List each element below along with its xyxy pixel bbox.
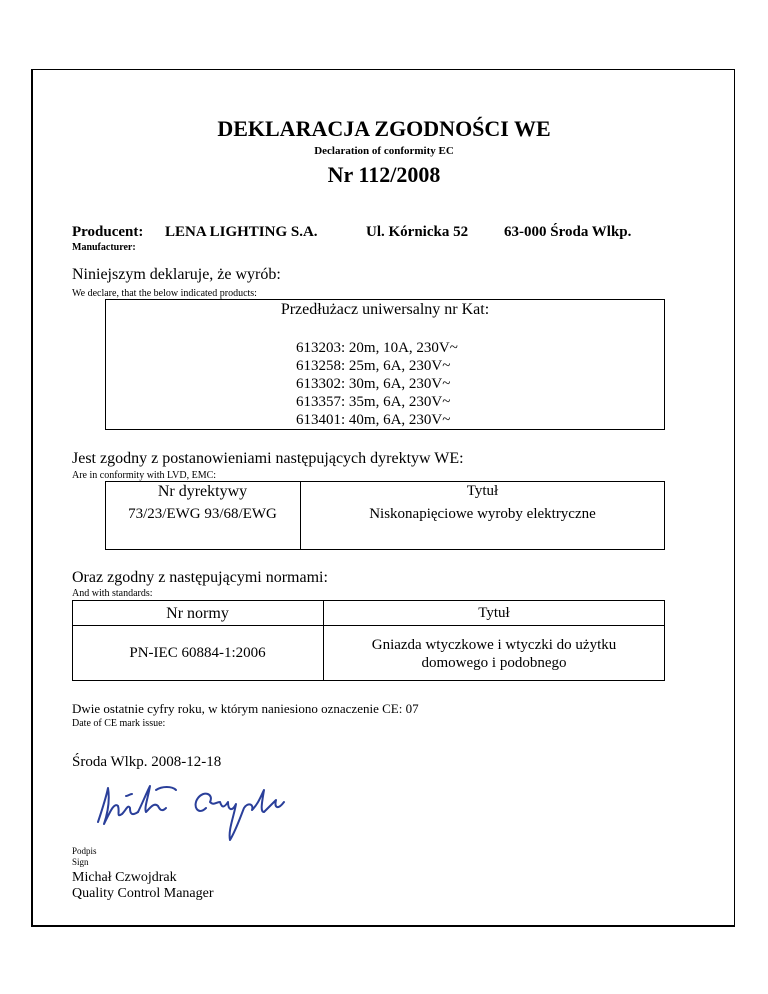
place-date: Środa Wlkp. 2008-12-18: [72, 754, 222, 770]
list-item: 613203: 20m, 10A, 230V~: [296, 340, 458, 356]
directives-text: Jest zgodny z postanowieniami następujących dyrektyw WE:: [72, 450, 464, 467]
standards-col1-header: Nr normy: [166, 605, 229, 622]
directives-col2-value: Niskonapięciowe wyroby elektryczne: [369, 506, 596, 522]
ce-mark-text: Dwie ostatnie cyfry roku, w którym naniesiono oznaczenie CE: 07: [72, 701, 419, 716]
declaration-text: Niniejszym deklaruje, że wyrób:: [72, 266, 281, 283]
producer-name: LENA LIGHTING S.A.: [165, 224, 318, 240]
ce-mark-text-en: Date of CE mark issue:: [72, 718, 166, 729]
standards-col2-value: [323, 636, 665, 672]
product-name: Przedłużacz uniwersalny nr Kat:: [280, 301, 490, 318]
directives-col1-value: 73/23/EWG 93/68/EWG: [128, 506, 277, 522]
standards-text-en: And with standards:: [72, 588, 153, 599]
list-item: 613258: 25m, 6A, 230V~: [296, 358, 451, 374]
list-item: 613302: 30m, 6A, 230V~: [296, 376, 451, 392]
directives-text-en: Are in conformity with LVD, EMC:: [72, 470, 217, 481]
signatory-name: Michał Czwojdrak: [72, 870, 177, 885]
signature-image: [88, 772, 298, 844]
product-list: [296, 339, 458, 429]
list-item: 613401: 40m, 6A, 230V~: [296, 412, 451, 428]
directives-col2-header: Tytuł: [466, 483, 499, 499]
declaration-text-en: We declare, that the below indicated products:: [72, 288, 257, 299]
producer-city: 63-000 Środa Wlkp.: [504, 224, 632, 240]
producer-label-en: Manufacturer:: [72, 242, 136, 253]
standards-col2-line: Gniazda wtyczkowe i wtyczki do użytku: [371, 637, 617, 653]
table-divider: [72, 625, 665, 626]
signature-label: Podpis: [72, 846, 97, 856]
list-item: 613357: 35m, 6A, 230V~: [296, 394, 451, 410]
signatory-title: Quality Control Manager: [72, 886, 214, 901]
producer-label: Producent:: [72, 224, 144, 240]
declaration-number: Nr 112/2008: [327, 162, 441, 187]
page-subtitle: Declaration of conformity EC: [314, 145, 454, 157]
signature-label-en: Sign: [72, 857, 89, 867]
standards-col1-value: PN-IEC 60884-1:2006: [129, 645, 266, 661]
standards-col2-line: domowego i podobnego: [421, 655, 567, 671]
directives-col1-header: Nr dyrektywy: [157, 483, 248, 500]
standards-text: Oraz zgodny z następującymi normami:: [72, 569, 328, 586]
producer-street: Ul. Kórnicka 52: [366, 224, 469, 240]
page-title: DEKLARACJA ZGODNOŚCI WE: [217, 116, 551, 141]
standards-col2-header: Tytuł: [478, 605, 510, 621]
